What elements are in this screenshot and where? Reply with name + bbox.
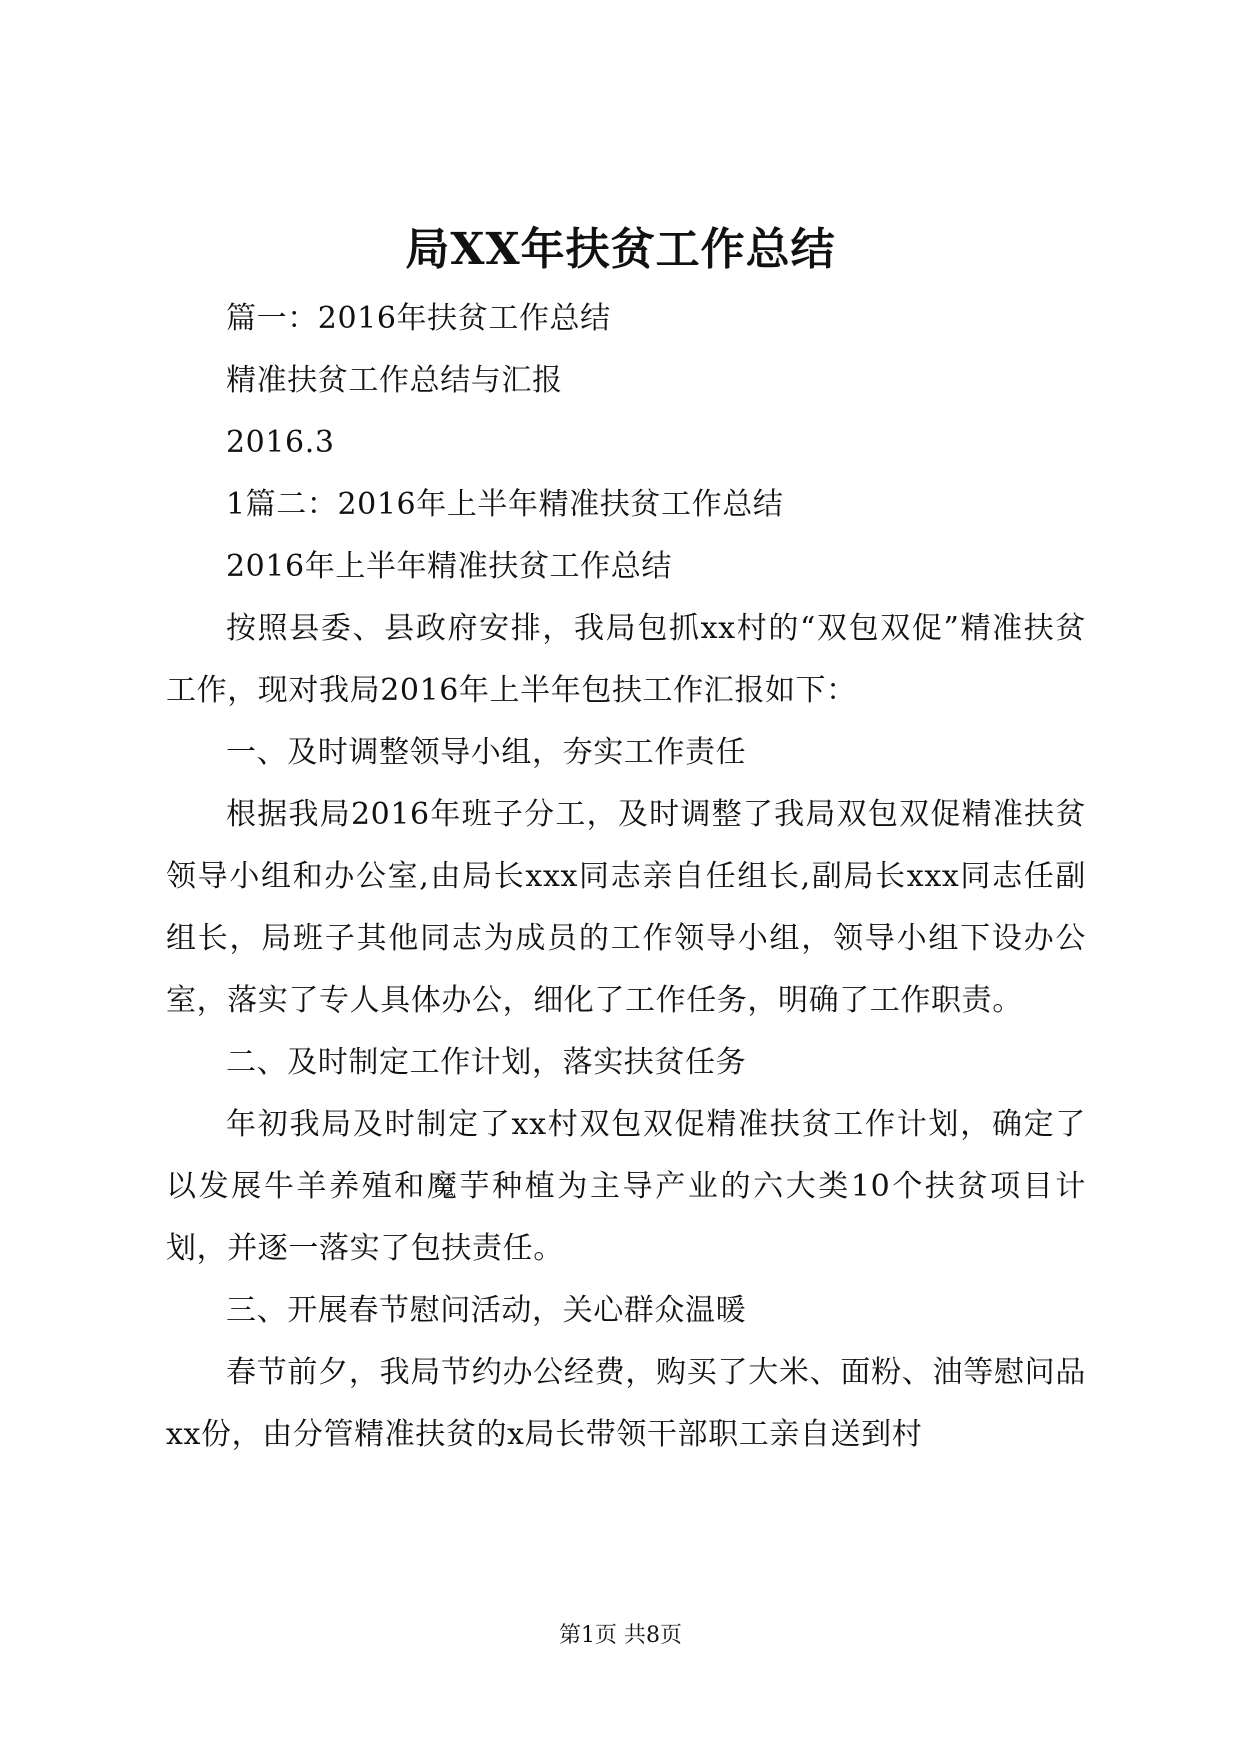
section-heading: 二、及时制定工作计划，落实扶贫任务	[226, 1045, 747, 1080]
section-heading: 一、及时调整领导小组，夯实工作责任	[226, 735, 747, 770]
section-heading: 三、开展春节慰问活动，关心群众温暖	[226, 1293, 747, 1328]
paragraph: 根据我局2016年班子分工，及时调整了我局双包双促精准扶贫领导小组和办公室,由局长xxx同志亲自任组长,副局长xxx同志任副组长，局班子其他同志为成员的工作领导小组，领导小组下设办公室，落实了专人具体办公，细化了工作任务，明确了工作职责。	[166, 797, 1086, 1018]
paragraph: 篇一：2016年扶贫工作总结	[226, 301, 611, 336]
paragraph: 2016年上半年精准扶贫工作总结	[226, 549, 672, 584]
paragraph: 精准扶贫工作总结与汇报	[226, 363, 563, 398]
paragraph: 按照县委、县政府安排，我局包抓xx村的“双包双促”精准扶贫工作，现对我局2016年上半年包扶工作汇报如下：	[166, 611, 1086, 708]
paragraph: 春节前夕，我局节约办公经费，购买了大米、面粉、油等慰问品xx份，由分管精准扶贫的x局长带领干部职工亲自送到村	[166, 1355, 1086, 1452]
paragraph: 年初我局及时制定了xx村双包双促精准扶贫工作计划，确定了以发展牛羊养殖和魔芋种植为主导产业的六大类10个扶贫项目计划，并逐一落实了包扶责任。	[166, 1107, 1086, 1266]
document-title: 局XX年扶贫工作总结	[405, 224, 836, 275]
page-footer: 第1页 共8页	[559, 1623, 682, 1648]
document-body	[166, 288, 1086, 1466]
paragraph: 1篇二：2016年上半年精准扶贫工作总结	[226, 487, 784, 522]
paragraph: 2016.3	[226, 425, 335, 460]
